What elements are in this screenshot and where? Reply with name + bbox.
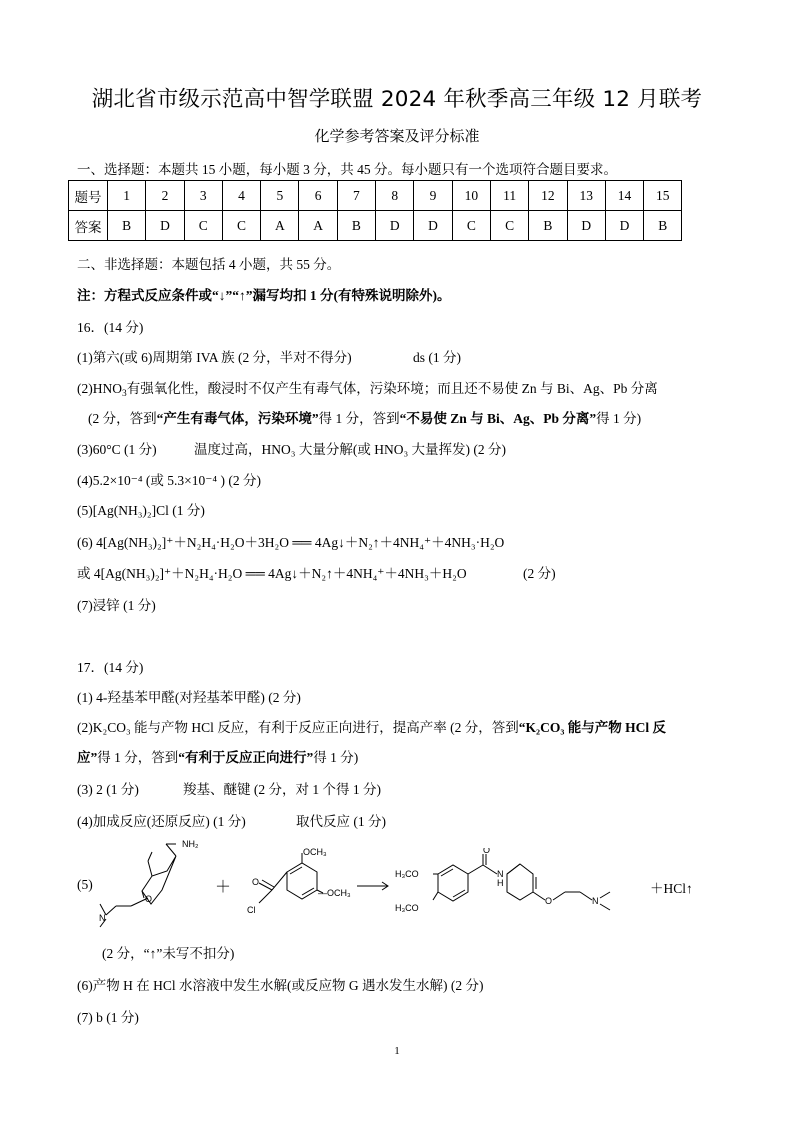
answer-table [68, 180, 682, 241]
section-2-heading: 二、非选择题：本题包括 4 小题，共 55 分。 [77, 257, 341, 272]
answer-cell: D [146, 211, 184, 241]
q17-a2-s3: 得 1 分) [313, 750, 359, 765]
q16-answer-3b: 温度过高，HNO₃ 大量分解(或 HNO₃ 大量挥发) (2 分) [194, 442, 507, 457]
q17-a2-1: (2)K₂CO₃ 能与产物 HCl 反应，有利于反应正向进行，提高产率 (2 分，答到 [77, 720, 519, 735]
q16-answer-1b: ds (1 分) [413, 350, 461, 365]
q17-answer-4b: 取代反应 (1 分) [296, 814, 386, 829]
question-number-cell: 2 [146, 181, 184, 211]
q17-a2-b1: “K₂CO₃ 能与产物 HCl 反 [518, 720, 667, 735]
product-amide-structure [395, 848, 650, 928]
q16-a2-s3: 得 1 分) [596, 411, 642, 426]
q17-a2-b1b: 应” [77, 750, 98, 765]
answer-cell: C [490, 211, 528, 241]
q17-a2-s2: 得 1 分，答到 [97, 750, 179, 765]
question-number-cell: 1 [108, 181, 146, 211]
q16-answer-5: (5)[Ag(NH₃)₂]Cl (1 分) [77, 503, 205, 518]
chlorine-label: Cl [247, 905, 256, 915]
carbonyl-oxygen-label: O [252, 877, 260, 887]
q16-header: 16．(14 分) [77, 320, 144, 335]
product-amine-nitrogen-label: N [592, 896, 599, 906]
question-number-cell: 11 [490, 181, 528, 211]
amide-oxygen-label: O [483, 848, 491, 855]
section-1-heading: 一、选择题：本题共 15 小题，每小题 3 分，共 45 分。每小题只有一个选项符合题目要求。 [77, 162, 617, 177]
answer-cell: D [567, 211, 605, 241]
question-number-cell: 12 [529, 181, 567, 211]
q16-answer-7: (7)浸锌 (1 分) [77, 598, 156, 613]
q17-a2-b2: “有利于反应正向进行” [178, 750, 314, 765]
question-number-cell: 8 [376, 181, 414, 211]
q16-answer-6b: 或 4[Ag(NH₃)₂]⁺＋N₂H₄·H₂O ══ 4Ag↓＋N₂↑＋4NH₄⁺＋4NH₃＋H₂O [77, 566, 467, 581]
q17-answer-2-cont [77, 746, 358, 766]
question-number-row [69, 181, 682, 211]
answer-cell: A [299, 211, 337, 241]
q16-answer-6b-score: (2 分) [523, 566, 556, 581]
answer-cell: C [222, 211, 260, 241]
reactant-amine-structure [90, 832, 215, 930]
q16-answer-2-score [88, 407, 641, 427]
answer-cell: D [605, 211, 643, 241]
question-number-cell: 13 [567, 181, 605, 211]
answer-cell: C [452, 211, 490, 241]
q17-answer-1: (1) 4-羟基苯甲醛(对羟基苯甲醛) (2 分) [77, 690, 301, 705]
q16-answer-1: (1)第六(或 6)周期第 IVA 族 (2 分，半对不得分) [77, 350, 352, 365]
answer-cell: B [108, 211, 146, 241]
q17-header: 17．(14 分) [77, 660, 144, 675]
amine-nitrogen-label: N [99, 913, 106, 923]
q16-a2-s2: 得 1 分，答到 [318, 411, 400, 426]
answer-cell: C [184, 211, 222, 241]
question-number-cell: 14 [605, 181, 643, 211]
page-subtitle: 化学参考答案及评分标准 [314, 129, 480, 145]
och3-right-label: —OCH₃ [318, 888, 351, 898]
q17-answer-3b: 羧基、醚键 (2 分，对 1 个得 1 分) [183, 782, 381, 797]
question-number-cell: 4 [222, 181, 260, 211]
answer-cell: A [261, 211, 299, 241]
q16-answer-2: $(2)HNO_3$有强氧化性，酸浸时不仅产生有毒气体，污染环境；而且还不易使 Zn 与 Bi、Ag、Pb 分离 [77, 381, 658, 399]
q16-a2-post: 有强氧化性，酸浸时不仅产生有毒气体，污染环境；而且还不易使 Zn 与 Bi、Ag、Pb 分离 [126, 381, 658, 396]
answer-cell: B [529, 211, 567, 241]
h3co-bottom-label: H₃CO [395, 903, 419, 913]
row-label-number: 题号 [69, 181, 108, 211]
q16-a2-b1: “产生有毒气体，污染环境” [156, 411, 319, 426]
q17-answer-3a: (3) 2 (1 分) [77, 782, 139, 797]
q16-answer-3a: (3)60°C (1 分) [77, 442, 157, 457]
ether-oxygen-label: O [145, 894, 153, 904]
q17-answer-6: (6)产物 H 在 HCl 水溶液中发生水解(或反应物 G 遇水发生水解) (2 分) [77, 978, 484, 993]
question-number-cell: 5 [261, 181, 299, 211]
q17-answer-5-label: (5) [77, 877, 93, 892]
question-number-cell: 7 [337, 181, 375, 211]
q16-answer-6a: (6) 4[Ag(NH₃)₂]⁺＋N₂H₄·H₂O＋3H₂O ══ 4Ag↓＋N₂↑＋4NH₄⁺＋4NH₃·H₂O [77, 535, 505, 550]
question-number-cell: 9 [414, 181, 452, 211]
question-number-cell: 3 [184, 181, 222, 211]
answer-cell: B [644, 211, 682, 241]
product-ether-oxygen-label: O [545, 896, 553, 906]
answer-cell: D [376, 211, 414, 241]
answer-cell: B [337, 211, 375, 241]
q17-answer-4a: (4)加成反应(还原反应) (1 分) [77, 814, 246, 829]
row-label-answer: 答案 [69, 211, 108, 241]
nh2-label: NH₂ [182, 839, 199, 849]
q17-answer-2 [77, 716, 666, 736]
question-number-cell: 6 [299, 181, 337, 211]
q17-answer-5-note: (2 分，“↑”未写不扣分) [102, 946, 235, 961]
page-number: 1 [394, 1045, 400, 1057]
amide-nitrogen-label: N [497, 869, 504, 879]
q16-a2-pre: (2)HNO [77, 381, 122, 396]
reaction-arrow-icon [355, 880, 391, 892]
reactant-acyl-chloride-structure [235, 845, 360, 925]
question-number-cell: 15 [644, 181, 682, 211]
q16-a2-s1: (2 分，答到 [88, 411, 157, 426]
answer-row [69, 211, 682, 241]
amide-hydrogen-label: H [497, 878, 504, 888]
page-title: 湖北省市级示范高中智学联盟 2024 年秋季高三年级 12 月联考 [91, 87, 703, 112]
q16-answer-4: (4)5.2×10⁻⁴ (或 5.3×10⁻⁴ ) (2 分) [77, 473, 261, 488]
answer-cell: D [414, 211, 452, 241]
scoring-note: 注：方程式反应条件或“↓”“↑”漏写均扣 1 分(有特殊说明除外)。 [77, 288, 451, 303]
hcl-product: ＋HCl↑ [650, 881, 693, 896]
h3co-top-label: H₃CO [395, 869, 419, 879]
q16-a2-b2: “不易使 Zn 与 Bi、Ag、Pb 分离” [399, 411, 597, 426]
q17-answer-7: (7) b (1 分) [77, 1010, 139, 1025]
och3-top-label: OCH₃ [303, 847, 327, 857]
plus-sign: ＋ [215, 879, 232, 896]
question-number-cell: 10 [452, 181, 490, 211]
